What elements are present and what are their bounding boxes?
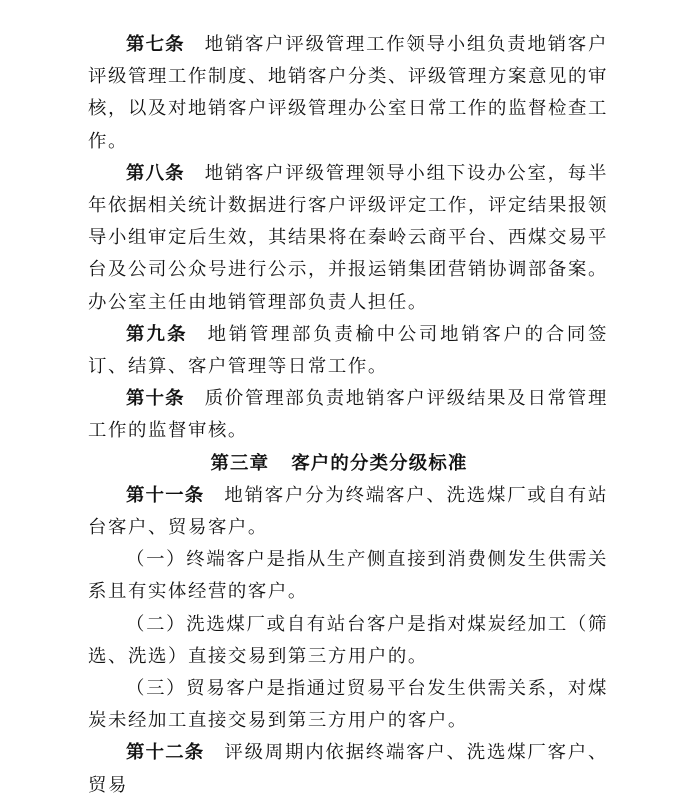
article-text: 地销客户分为终端客户、洗选煤厂或自有站台客户、贸易客户。: [88, 484, 608, 539]
article-number: 第九条: [126, 323, 188, 345]
article-number: 第十一条: [126, 484, 205, 506]
article-9: [88, 319, 608, 383]
chapter-heading: [88, 448, 608, 480]
article-number: 第十条: [126, 388, 185, 410]
article-10: [88, 383, 608, 447]
document-page: [88, 29, 608, 802]
article-text: 质价管理部负责地销客户评级结果及日常管理工作的监督审核。: [88, 388, 608, 442]
list-item-3: （三）贸易客户是指通过贸易平台发生供需关系，对煤炭未经加工直接交易到第三方用户的客户。: [88, 678, 608, 732]
article-8: [88, 158, 608, 319]
article-number: 第八条: [126, 162, 185, 184]
article-12: [88, 737, 608, 801]
chapter-number: 第三章: [210, 452, 270, 474]
article-text: 地销客户评级管理领导小组下设办公室，每半年依据相关统计数据进行客户评级评定工作，评定结果报领导小组审定后生效，其结果将在秦岭云商平台、西煤交易平台及公司公众号进行公示，并报运销集团营销协调部备案。办公室主任由地销管理部负责人担任。: [88, 162, 608, 313]
article-7: [88, 29, 608, 158]
list-item-2: （二）洗选煤厂或自有站台客户是指对煤炭经加工（筛选、洗选）直接交易到第三方用户的。: [88, 613, 608, 667]
article-text: 地销客户评级管理工作领导小组负责地销客户评级管理工作制度、地销客户分类、评级管理方案意见的审核，以及对地销客户评级管理办公室日常工作的监督检查工作。: [88, 34, 608, 152]
article-text: 评级周期内依据终端客户、洗选煤厂客户、贸易: [88, 742, 608, 796]
article-number: 第十二条: [126, 742, 205, 764]
article-text: 地销管理部负责榆中公司地销客户的合同签订、结算、客户管理等日常工作。: [88, 323, 608, 378]
list-item-1: （一）终端客户是指从生产侧直接到消费侧发生供需关系且有实体经营的客户。: [88, 549, 608, 603]
article-number: 第七条: [126, 34, 185, 55]
chapter-title: 客户的分类分级标准: [291, 452, 468, 474]
article-11: [88, 480, 608, 544]
